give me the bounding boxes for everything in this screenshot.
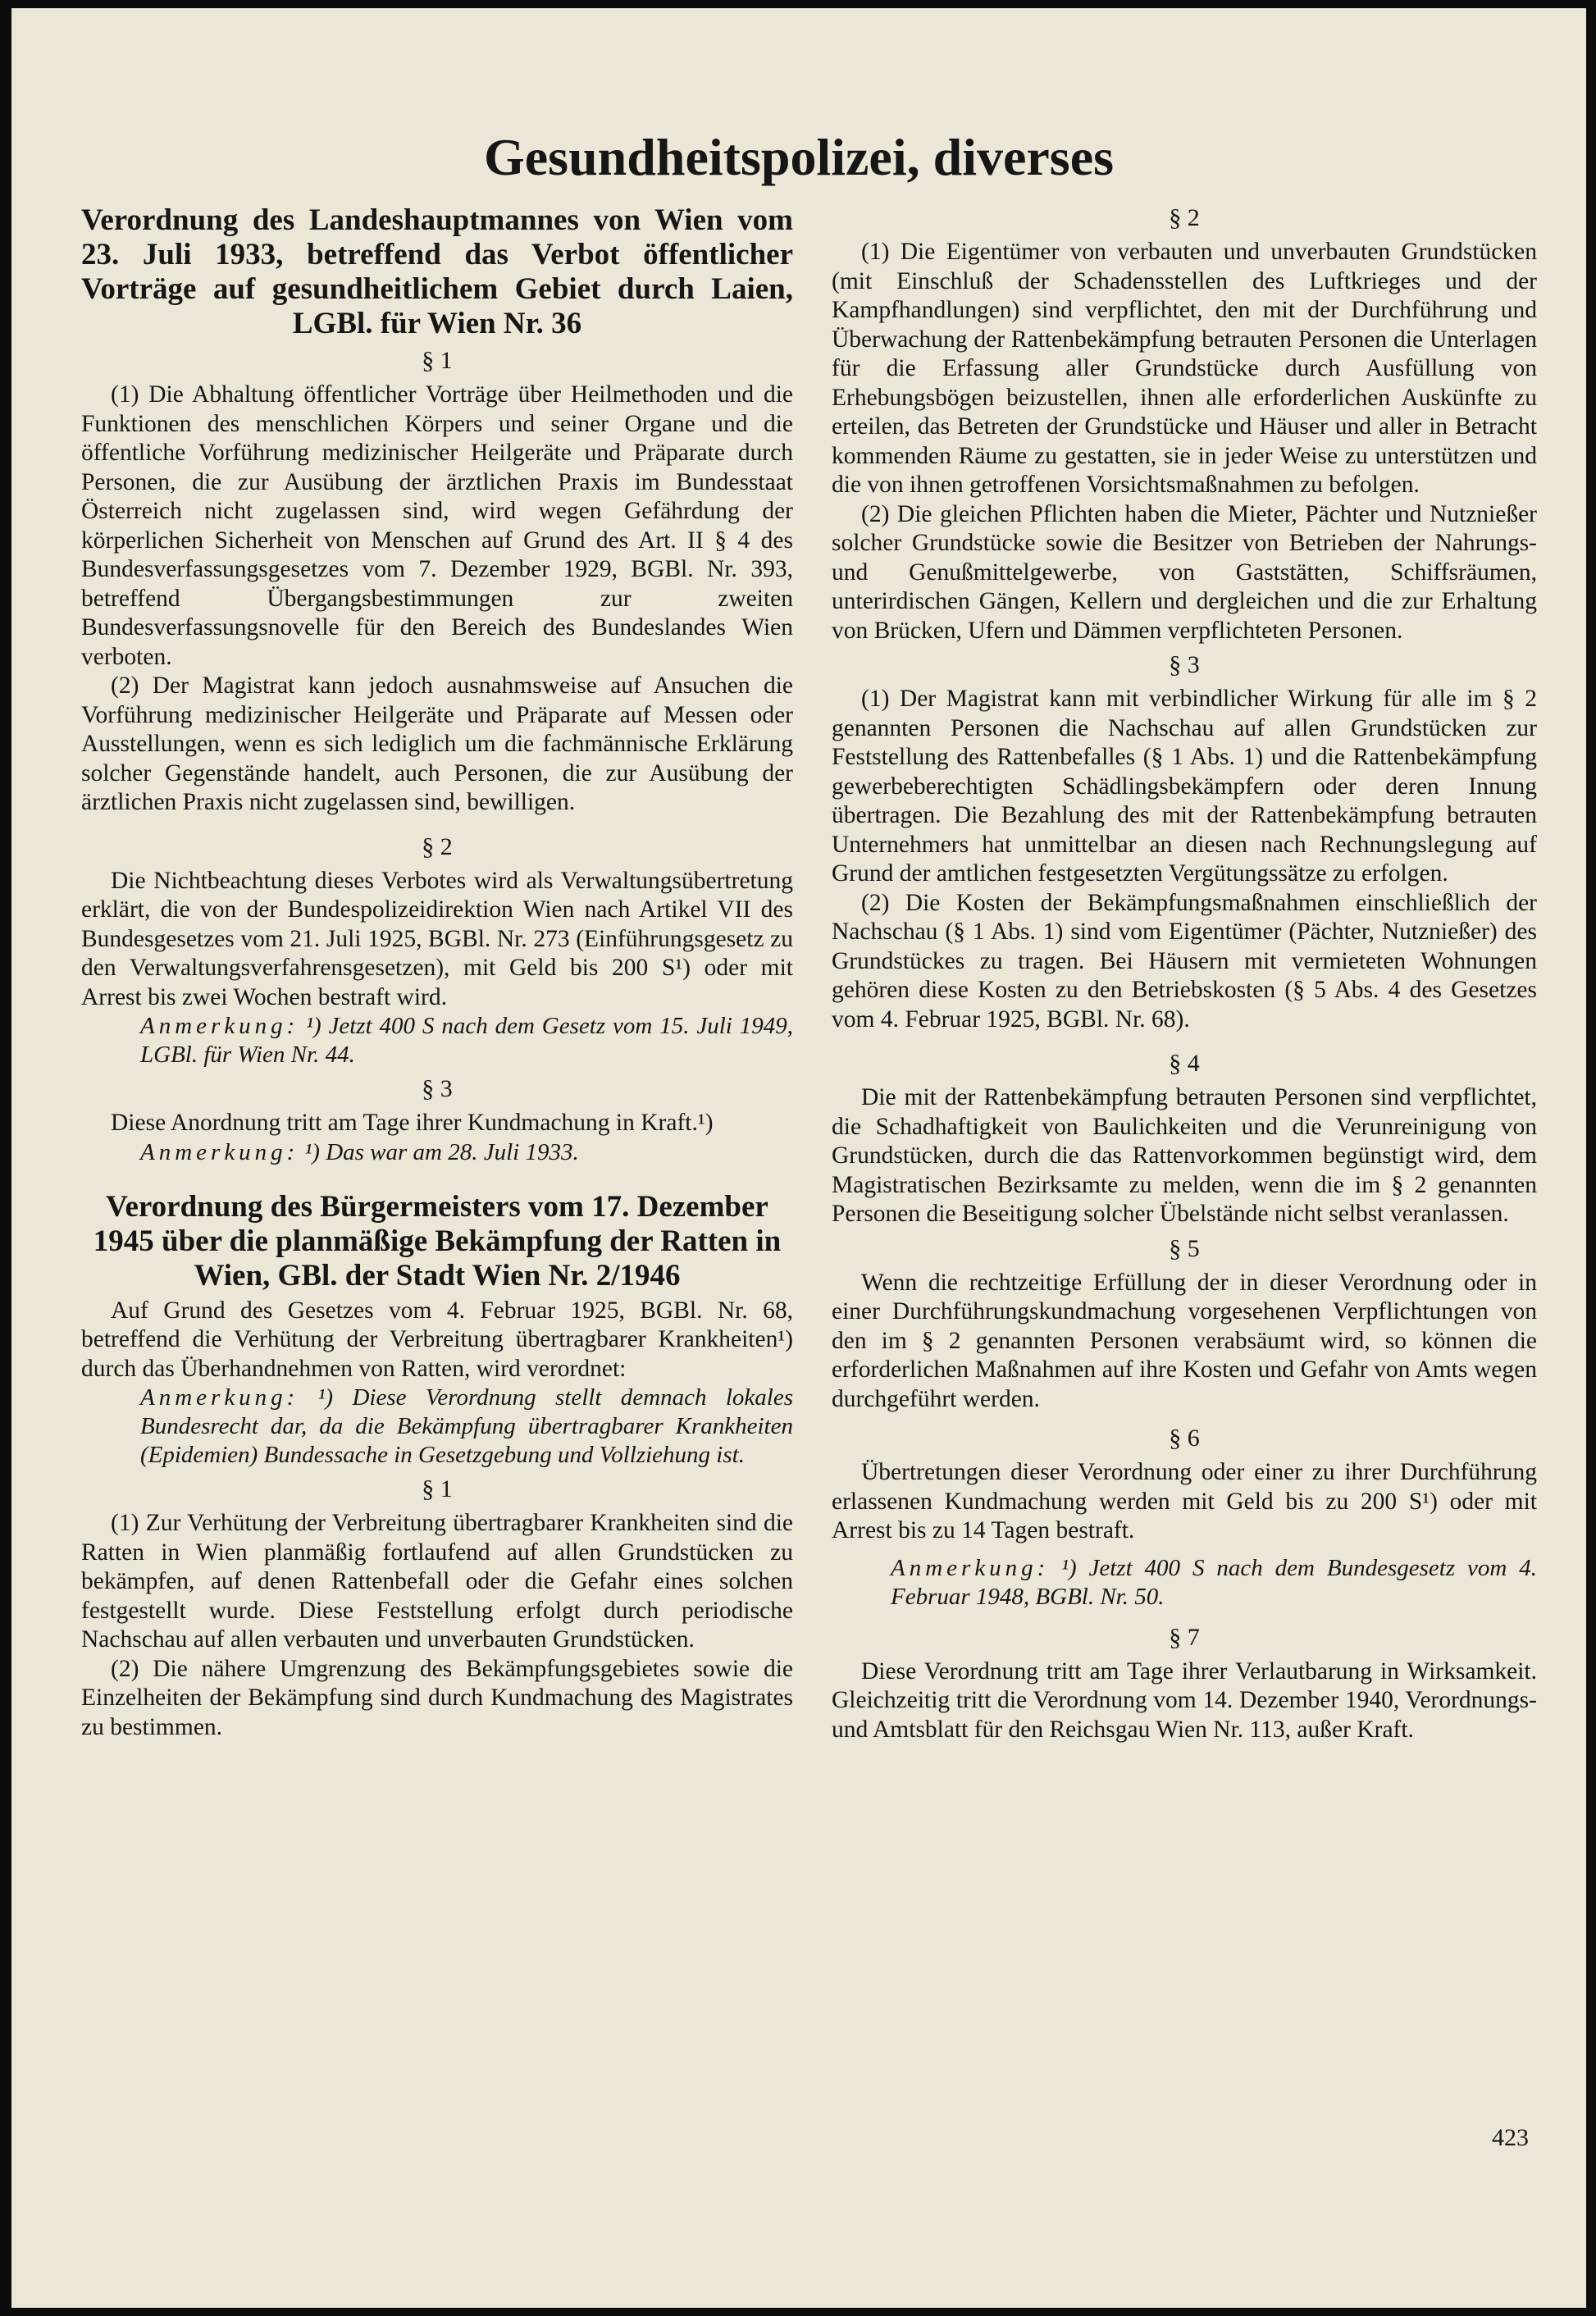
law2-section-5-heading: § 5 — [1169, 1234, 1200, 1262]
note-label: Anmerkung: — [140, 1384, 299, 1411]
right-column — [832, 203, 1537, 1744]
law2-section-6-note — [832, 1554, 1537, 1612]
law2-intro-note — [81, 1384, 793, 1470]
law2-section-7-heading: § 7 — [1169, 1623, 1200, 1651]
left-column — [81, 203, 793, 1742]
document-page — [11, 8, 1586, 2308]
law2-section-3-paragraph-2: (2) Die Kosten der Bekämpfungsmaßnahmen einschließlich der Nachschau (§ 1 Abs. 1) sind vom Eigentümer (Pächter, Nutznießer) des Grundstückes zu tragen. Bei Häusern mit vermieteten Wohnungen gehören diese Kosten zu den Betriebskosten (§ 5 Abs. 4 des Gesetzes vom 4. Februar 1925, BGBl. Nr. 68). — [832, 889, 1537, 1033]
law1-section-3-heading: § 3 — [422, 1075, 453, 1102]
law1-section-2-paragraph-1: Die Nichtbeachtung dieses Verbotes wird als Verwaltungsübertretung erklärt, die von der Bundespolizeidirektion Wien nach Artikel VII des Bundesgesetzes vom 21. Juli 1925, BGBl. Nr. 273 (Einführungsgesetz zu den Verwaltungsverfahrensgesetzen), mit Geld bis 200 S¹) oder mit Arrest bis zwei Wochen bestraft wird. — [81, 867, 793, 1010]
spacer — [81, 1167, 793, 1190]
law2-section-2-heading: § 2 — [1169, 204, 1200, 231]
law1-section-3-paragraph-1: Diese Anordnung tritt am Tage ihrer Kundmachung in Kraft.¹) — [111, 1110, 714, 1136]
law2-intro: Auf Grund des Gesetzes vom 4. Februar 1925, BGBl. Nr. 68, betreffend die Verhütung der Verbreitung übertragbarer Krankheiten¹) durch das Überhandnehmen von Ratten, wird verordnet: — [81, 1297, 793, 1382]
note-text: ¹) Diese Verordnung stellt demnach lokales Bundesrecht dar, da die Bekämpfung übertragbarer Krankheiten (Epidemien) Bundessache in Gesetzgebung und Vollziehung ist. — [140, 1384, 794, 1468]
law1-title: Verordnung des Landeshauptmannes von Wien vom 23. Juli 1933, betreffend das Verbot öffentlicher Vorträge auf gesundheitlichem Gebiet durch Laien, LGBl. für Wien Nr. 36 — [81, 203, 793, 340]
law2-section-6-heading: § 6 — [1169, 1425, 1200, 1452]
law2-section-3-paragraph-1: (1) Der Magistrat kann mit verbindlicher Wirkung für alle im § 2 genannten Personen die Nachschau auf allen Grundstücken zur Feststellung des Rattenbefalles (§ 1 Abs. 1) und die Rattenbekämpfung gewerbeberechtigten Schädlingsbekämpfern oder deren Innung übertragen. Die Bezahlung des mit der Rattenbekämpfung betrauten Unternehmers hat unmittelbar an diesen nach Rechnungslegung auf Grund der amtlichen festgesetzten Vergütungssätze zu erfolgen. — [832, 686, 1537, 887]
law2-section-4-paragraph-1: Die mit der Rattenbekämpfung betrauten Personen sind verpflichtet, die Schadhaftigkeit von Baulichkeiten und die Verunreinigung von Grundstücken, durch die das Rattenvorkommen begünstigt wird, dem Magistratischen Bezirksamte zu melden, wenn die im § 2 genannten Personen die Beseitigung solcher Übelstände nicht selbst veranlassen. — [832, 1084, 1537, 1227]
law1-section-2-note — [81, 1012, 793, 1069]
law2-section-4-heading: § 4 — [1169, 1050, 1200, 1077]
page-title: Gesundheitspolizei, diverses — [483, 128, 1115, 186]
law2-section-3-heading: § 3 — [1169, 651, 1200, 678]
note-label: Anmerkung: — [140, 1138, 299, 1165]
law2-section-7-paragraph-1: Diese Verordnung tritt am Tage ihrer Verlautbarung in Wirksamkeit. Gleichzeitig tritt die Verordnung vom 14. Dezember 1940, Verordnungs- und Amtsblatt für den Reichsgau Wien Nr. 113, außer Kraft. — [832, 1657, 1537, 1743]
law1-section-1-paragraph-1: (1) Die Abhaltung öffentlicher Vorträge über Heilmethoden und die Funktionen des menschlichen Körpers und seiner Organe und die öffentliche Vorführung medizinischer Heilgeräte und Präparate durch Personen, die zur Ausübung der ärztlichen Praxis im Bundesstaat Österreich nicht zugelassen sind, wird wegen Gefährdung der körperlichen Sicherheit von Menschen auf Grund des Art. II § 4 des Bundesverfassungsgesetzes vom 7. Dezember 1929, BGBl. Nr. 393, betreffend Übergangsbestimmungen zur zweiten Bundesverfassungsnovelle für den Bereich des Bundeslandes Wien verboten. — [81, 381, 793, 670]
law2-section-5-paragraph-1: Wenn die rechtzeitige Erfüllung der in dieser Verordnung oder in einer Durchführungskundmachung vorgesehenen Verpflichtungen von den im § 2 genannten Personen verabsäumt wird, so können die erforderlichen Maßnahmen auf ihre Kosten und Gefahr von Amts wegen durchgeführt werden. — [832, 1269, 1537, 1412]
law2-section-6-paragraph-1: Übertretungen dieser Verordnung oder einer zu ihrer Durchführung erlassenen Kundmachung werden mit Geld bis zu 200 S¹) oder mit Arrest bis zu 14 Tagen bestraft. — [832, 1459, 1537, 1543]
law2-section-1-paragraph-2: (2) Die nähere Umgrenzung des Bekämpfungsgebietes sowie die Einzelheiten der Bekämpfung sind durch Kundmachung des Magistrates zu bestimmen. — [81, 1655, 793, 1740]
note-text: ¹) Jetzt 400 S nach dem Bundesgesetz vom 4. Februar 1948, BGBl. Nr. 50. — [891, 1554, 1537, 1610]
law2-section-2-paragraph-2: (2) Die gleichen Pflichten haben die Mieter, Pächter und Nutznießer solcher Grundstücke sowie die Besitzer von Betrieben der Nahrungs- und Genußmittelgewerbe, von Gaststätten, Schiffsräumen, unterirdischen Gängen, Kellern und dergleichen und die zur Erhaltung von Brücken, Ufern und Dämmen verpflichteten Personen. — [832, 500, 1537, 644]
law1-section-1-paragraph-2: (2) Der Magistrat kann jedoch ausnahmsweise auf Ansuchen die Vorführung medizinischer Heilgeräte und Präparate auf Messen oder Ausstellungen, wenn es sich lediglich um die fachmännische Erklärung solcher Gegenstände handelt, auch Personen, die zur Ausübung der ärztlichen Praxis nicht zugelassen sind, bewilligen. — [81, 672, 793, 815]
law2-section-1-heading: § 1 — [422, 1475, 453, 1502]
law2-title: Verordnung des Bürgermeisters vom 17. Dezember 1945 über die planmäßige Bekämpfung der Ratten in Wien, GBl. der Stadt Wien Nr. 2/1946 — [93, 1189, 782, 1292]
note-label: Anmerkung: — [140, 1013, 299, 1039]
law1-section-3-note — [81, 1138, 793, 1167]
note-text: ¹) Das war am 28. Juli 1933. — [304, 1138, 579, 1165]
note-text: ¹) Jetzt 400 S nach dem Gesetz vom 15. Juli 1949, LGBl. für Wien Nr. 44. — [140, 1013, 794, 1068]
law1-section-2-heading: § 2 — [422, 832, 453, 860]
page-number: 423 — [1492, 2124, 1529, 2151]
note-label: Anmerkung: — [891, 1554, 1050, 1581]
law1-section-1-heading: § 1 — [422, 347, 453, 374]
law2-section-2-paragraph-1: (1) Die Eigentümer von verbauten und unverbauten Grundstücken (mit Einschluß der Schadensstellen des Luftkrieges und der Kampfhandlungen) sind verpflichtet, den mit der Durchführung und Überwachung der Rattenbekämpfung betrauten Personen die Unterlagen für die Erfassung aller Grundstücke durch Ausfüllung von Erhebungsbögen beizustellen, ihnen alle erforderlichen Auskünfte zu erteilen, das Betreten der Grundstücke und Häuser und aller in Betracht kommenden Räume zu gestatten, sie in jeder Weise zu unterstützen und die von ihnen getroffenen Vorsichtsmaßnahmen zu befolgen. — [832, 239, 1537, 498]
law2-section-1-paragraph-1: (1) Zur Verhütung der Verbreitung übertragbarer Krankheiten sind die Ratten in Wien planmäßig fortlaufend auf allen Grundstücken zu bekämpfen, auf denen Rattenbefall oder die Gefahr eines solchen festgestellt wurde. Diese Feststellung erfolgt durch periodische Nachschau auf allen verbauten und unverbauten Grundstücken. — [81, 1510, 793, 1653]
